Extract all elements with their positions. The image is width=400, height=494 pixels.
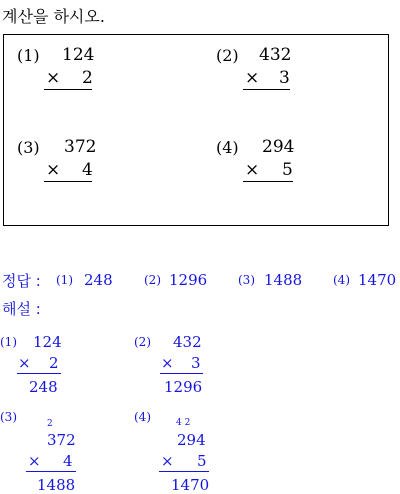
multiplier: 2 [82, 68, 93, 88]
multiplicand: 372 [64, 137, 97, 157]
multiplicand: 124 [62, 45, 95, 65]
answer-label: (1) [56, 273, 73, 287]
multiply-sign: × [245, 68, 260, 88]
carry-digits: 2 [47, 419, 53, 429]
problem-label: (3) [17, 138, 40, 157]
answer-label: (3) [238, 273, 255, 287]
multiplicand: 294 [262, 137, 295, 157]
result: 1296 [164, 378, 203, 396]
underline [44, 181, 92, 182]
multiply-sign: × [161, 452, 174, 470]
underline [160, 373, 203, 374]
solution-heading: 해설 : [2, 300, 41, 318]
multiplier: 3 [279, 68, 290, 88]
carry-digits: 4 2 [176, 418, 191, 428]
multiply-sign: × [46, 160, 61, 180]
solution-label: (3) [0, 410, 17, 424]
problem-label: (1) [17, 46, 40, 65]
underline [44, 89, 92, 90]
multiply-sign: × [245, 160, 260, 180]
multiplicand: 294 [177, 431, 206, 449]
result: 248 [29, 378, 58, 396]
solution-label: (4) [134, 410, 151, 424]
problem-label: (4) [216, 138, 239, 157]
answer-heading: 정답 : [2, 272, 41, 290]
answer-label: (4) [333, 273, 350, 287]
problem-box [3, 34, 389, 226]
multiply-sign: × [18, 354, 31, 372]
multiplicand: 372 [47, 431, 76, 449]
solution-label: (2) [134, 335, 151, 349]
multiplier: 5 [282, 160, 293, 180]
answer-label: (2) [144, 273, 161, 287]
multiplier: 4 [82, 160, 93, 180]
answer-value: 1488 [264, 271, 303, 289]
result: 1470 [171, 476, 210, 494]
multiplier: 3 [191, 354, 201, 372]
multiply-sign: × [28, 452, 41, 470]
multiplier: 4 [63, 452, 73, 470]
underline [243, 89, 290, 90]
solution-label: (1) [0, 335, 17, 349]
instruction: 계산을 하시오. [2, 7, 105, 26]
multiply-sign: × [161, 354, 174, 372]
underline [17, 373, 61, 374]
multiplicand: 432 [173, 333, 202, 351]
multiplicand: 432 [259, 45, 292, 65]
problem-label: (2) [216, 46, 239, 65]
underline [243, 181, 293, 182]
underline [159, 471, 209, 472]
multiply-sign: × [46, 68, 61, 88]
underline [26, 471, 76, 472]
answer-value: 248 [84, 271, 113, 289]
result: 1488 [37, 476, 76, 494]
answer-value: 1470 [358, 271, 397, 289]
answer-value: 1296 [169, 271, 208, 289]
multiplicand: 124 [33, 333, 62, 351]
multiplier: 2 [49, 354, 59, 372]
multiplier: 5 [197, 452, 207, 470]
